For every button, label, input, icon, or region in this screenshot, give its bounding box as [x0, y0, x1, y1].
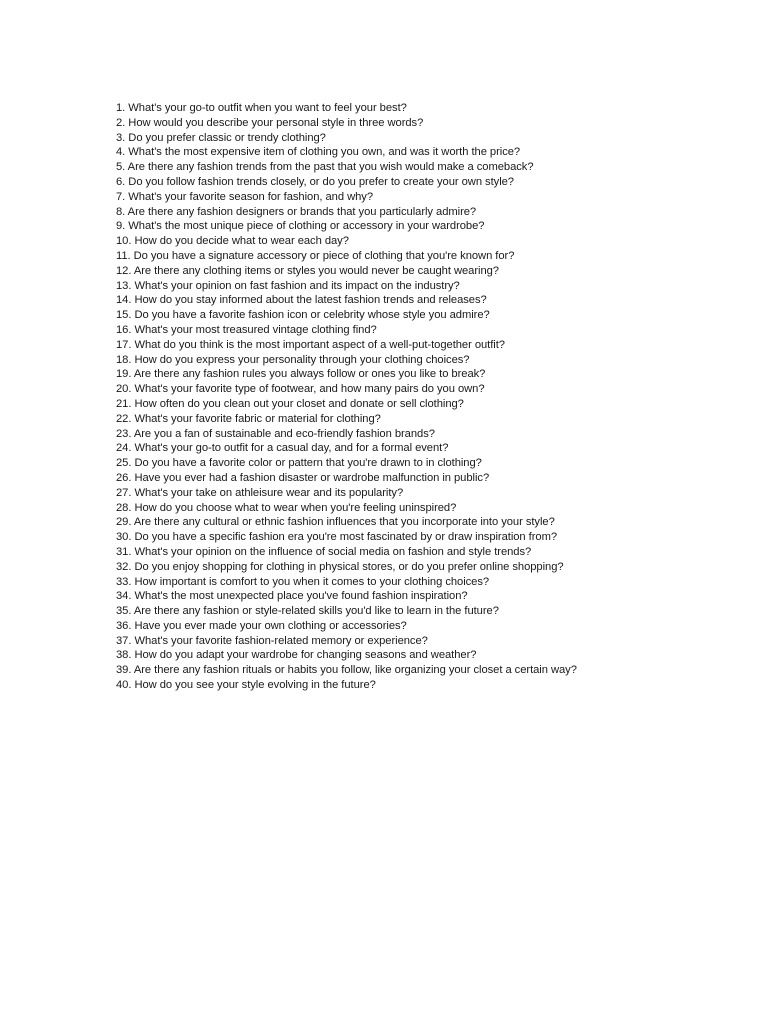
question-item: 40. How do you see your style evolving in the future?	[116, 679, 376, 692]
question-item: 19. Are there any fashion rules you always follow or ones you like to break?	[116, 368, 486, 381]
question-item: 7. What's your favorite season for fashion, and why?	[116, 190, 373, 203]
question-item: 36. Have you ever made your own clothing or accessories?	[116, 619, 407, 632]
question-item: 25. Do you have a favorite color or pattern that you're drawn to in clothing?	[116, 457, 482, 470]
question-item: 2. How would you describe your personal style in three words?	[116, 116, 424, 129]
question-item: 11. Do you have a signature accessory or piece of clothing that you're known for?	[116, 249, 515, 262]
question-item: 27. What's your take on athleisure wear and its popularity?	[116, 486, 404, 499]
question-item: 26. Have you ever had a fashion disaster or wardrobe malfunction in public?	[116, 471, 490, 484]
question-item: 16. What's your most treasured vintage clothing find?	[116, 323, 377, 336]
question-item: 28. How do you choose what to wear when you're feeling uninspired?	[116, 501, 457, 514]
question-item: 24. What's your go-to outfit for a casual day, and for a formal event?	[116, 442, 449, 455]
question-item: 3. Do you prefer classic or trendy clothing?	[116, 131, 326, 144]
question-item: 20. What's your favorite type of footwear, and how many pairs do you own?	[116, 383, 485, 396]
question-item: 29. Are there any cultural or ethnic fashion influences that you incorporate into your style?	[116, 516, 555, 529]
question-item: 35. Are there any fashion or style-related skills you'd like to learn in the future?	[116, 605, 499, 618]
question-item: 39. Are there any fashion rituals or habits you follow, like organizing your closet a certain way?	[116, 664, 577, 677]
question-item: 5. Are there any fashion trends from the past that you wish would make a comeback?	[116, 161, 534, 174]
question-item: 15. Do you have a favorite fashion icon or celebrity whose style you admire?	[116, 309, 490, 322]
question-item: 9. What's the most unique piece of clothing or accessory in your wardrobe?	[116, 220, 485, 233]
question-item: 22. What's your favorite fabric or material for clothing?	[116, 412, 381, 425]
question-item: 8. Are there any fashion designers or brands that you particularly admire?	[116, 205, 477, 218]
question-item: 38. How do you adapt your wardrobe for changing seasons and weather?	[116, 649, 477, 662]
question-item: 17. What do you think is the most important aspect of a well-put-together outfit?	[116, 338, 505, 351]
question-item: 34. What's the most unexpected place you've found fashion inspiration?	[116, 590, 468, 603]
question-item: 1. What's your go-to outfit when you want to feel your best?	[116, 102, 407, 114]
question-item: 21. How often do you clean out your closet and donate or sell clothing?	[116, 397, 464, 410]
question-item: 14. How do you stay informed about the latest fashion trends and releases?	[116, 294, 487, 307]
question-item: 4. What's the most expensive item of clothing you own, and was it worth the price?	[116, 146, 521, 159]
question-item: 32. Do you enjoy shopping for clothing in physical stores, or do you prefer online shopping?	[116, 560, 564, 573]
question-item: 33. How important is comfort to you when it comes to your clothing choices?	[116, 575, 490, 588]
question-item: 10. How do you decide what to wear each day?	[116, 235, 349, 248]
question-item: 6. Do you follow fashion trends closely, or do you prefer to create your own style?	[116, 175, 514, 188]
question-item: 23. Are you a fan of sustainable and eco-friendly fashion brands?	[116, 427, 435, 440]
question-list	[116, 101, 756, 693]
question-item: 13. What's your opinion on fast fashion and its impact on the industry?	[116, 279, 460, 292]
question-item: 30. Do you have a specific fashion era you're most fascinated by or draw inspiration from?	[116, 531, 558, 544]
question-item: 12. Are there any clothing items or styles you would never be caught wearing?	[116, 264, 499, 277]
question-item: 37. What's your favorite fashion-related memory or experience?	[116, 634, 428, 647]
question-item: 18. How do you express your personality through your clothing choices?	[116, 353, 470, 366]
question-item: 31. What's your opinion on the influence of social media on fashion and style trends?	[116, 545, 532, 558]
